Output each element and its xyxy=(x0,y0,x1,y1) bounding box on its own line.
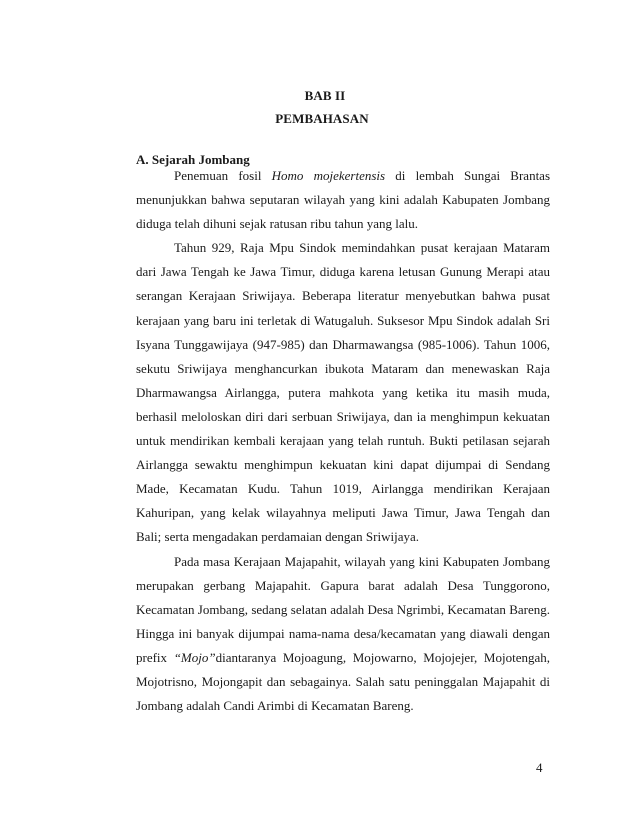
paragraph-mataram: Tahun 929, Raja Mpu Sindok memindahkan pusat kerajaan Mataram dari Jawa Tengah ke Jawa Timur, diduga karena letusan Gunung Merapi atau serangan Kerajaan Sriwijaya. Beberapa literatur menyebutkan bahwa pusat kerajaan yang baru ini terletak di Watugaluh. Suksesor Mpu Sindok adalah Sri Isyana Tunggawijaya (947-985) dan Dharmawangsa (985-1006). Tahun 1006, sekutu Sriwijaya menghancurkan ibukota Mataram dan menewaskan Raja Dharmawangsa Airlangga, putera mahkota yang ketika itu masih muda, berhasil meloloskan diri dari serbuan Sriwijaya, dan ia menghimpun kekuatan untuk mendirikan kembali kerajaan yang telah runtuh. Bukti petilasan sejarah Airlangga sewaktu menghimpun kekuatan kini dapat dijumpai di Sendang Made, Kecamatan Kudu. Tahun 1019, Airlangga mendirikan Kerajaan Kahuripan, yang kelak wilayahnya meliputi Jawa Timur, Jawa Tengah dan Bali; serta mengadakan perdamaian dengan Sriwijaya. xyxy=(136,240,550,545)
paragraph-text: Pada masa Kerajaan Majapahit, wilayah yang kini Kabupaten Jombang merupakan gerbang Majapahit. Gapura barat adalah Desa Tunggorono, Kecamatan Jombang, sedang selatan adalah Desa Ngrimbi, Kecamatan Bareng. Hingga ini banyak dijumpai nama-nama desa/kecamatan yang diawali dengan prefix xyxy=(136,553,550,665)
paragraph-text: di lembah Sungai Brantas menunjukkan bahwa seputaran wilayah yang kini adalah Kabupaten Jombang diduga telah dihuni sejak ratusan ribu tahun yang lalu. xyxy=(136,168,551,232)
section-heading: A. Sejarah Jombang xyxy=(136,152,250,167)
species-name: Homo mojekertensis xyxy=(271,168,386,183)
chapter-title: PEMBAHASAN xyxy=(275,111,369,126)
paragraph-text: diantaranya Mojoagung, Mojowarno, Mojojejer, Mojotengah, Mojotrisno, Mojongapit dan sebagainya. Salah satu peninggalan Majapahit di Jombang adalah Candi Arimbi di Kecamatan Bareng. xyxy=(136,649,550,714)
chapter-label: BAB II xyxy=(304,88,346,103)
paragraph-majapahit xyxy=(136,550,550,719)
paragraph-fossil xyxy=(136,164,550,236)
paragraph-text: Penemuan fosil xyxy=(174,168,272,183)
prefix-term: “Mojo” xyxy=(173,649,216,665)
body-text xyxy=(136,164,550,718)
page-number: 4 xyxy=(536,760,543,775)
